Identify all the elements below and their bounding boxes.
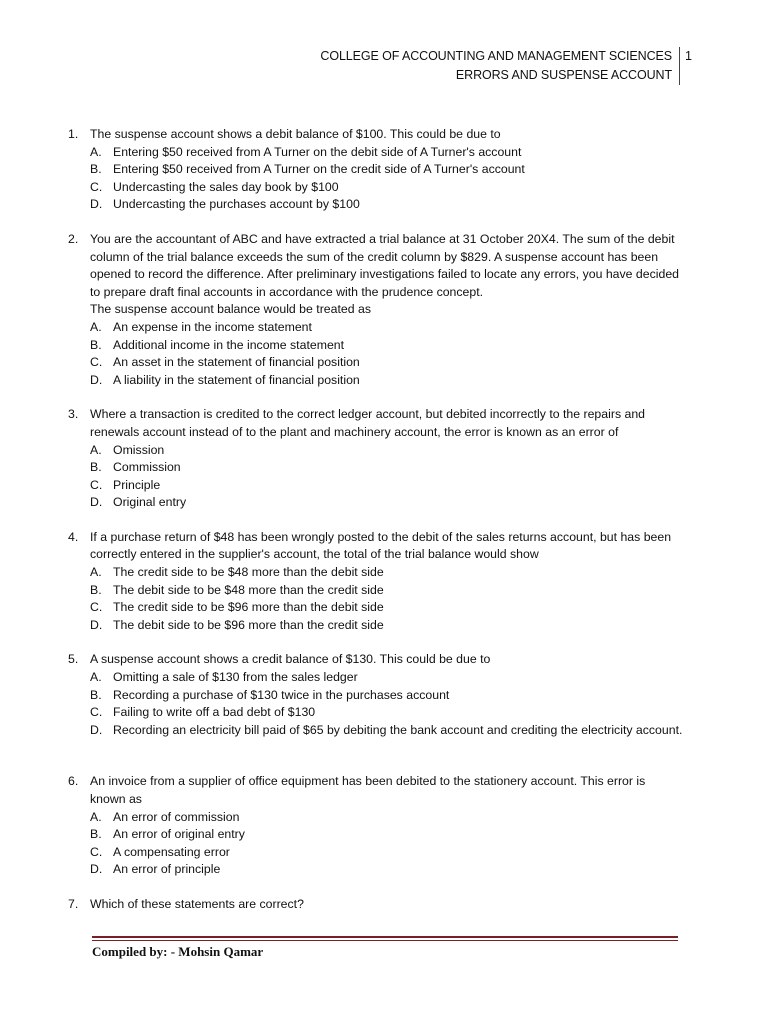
- option-text: Undercasting the sales day book by $100: [113, 179, 339, 194]
- option-a: [68, 144, 684, 162]
- option-c: [68, 599, 684, 617]
- option-letter: B.: [90, 827, 102, 842]
- question-7: [68, 896, 684, 914]
- option-text: Principle: [113, 477, 161, 492]
- option-letter: C.: [90, 179, 103, 194]
- option-letter: A.: [90, 565, 102, 580]
- question-text: An invoice from a supplier of office equipment has been debited to the stationery account. This error is known as: [90, 774, 646, 806]
- option-text: Entering $50 received from A Turner on the debit side of A Turner's account: [113, 144, 522, 159]
- option-b: [68, 687, 684, 705]
- option-text: An error of commission: [113, 809, 240, 824]
- question-number: 6.: [68, 774, 79, 789]
- option-b: [68, 582, 684, 600]
- option-letter: B.: [90, 582, 102, 597]
- option-letter: A.: [90, 809, 102, 824]
- option-c: [68, 477, 684, 495]
- option-letter: D.: [90, 372, 103, 387]
- question-text: The suspense account shows a debit balance of $100. This could be due to: [90, 127, 501, 141]
- question-2: [68, 231, 684, 389]
- option-text: The debit side to be $48 more than the credit side: [113, 582, 384, 597]
- option-list: [68, 144, 684, 214]
- question-number: 2.: [68, 231, 79, 246]
- option-text: The credit side to be $96 more than the debit side: [113, 600, 384, 615]
- question-4: [68, 529, 684, 635]
- header-divider: [679, 47, 680, 85]
- option-text: An error of principle: [113, 862, 221, 877]
- option-c: [68, 844, 684, 862]
- option-letter: D.: [90, 722, 103, 737]
- question-number: 1.: [68, 127, 79, 141]
- option-letter: C.: [90, 477, 103, 492]
- question-text: You are the accountant of ABC and have extracted a trial balance at 31 October 20X4. The sum of the debit column of the trial balance exceeds the sum of the credit column by $829. A suspense account has been opened to record the difference. After preliminary investigations failed to locate any errors, you have decided to prepare draft final accounts in accordance with the prudence concept.: [90, 231, 680, 299]
- option-letter: C.: [90, 705, 103, 720]
- question-6: [68, 773, 684, 879]
- option-text: Additional income in the income statement: [113, 337, 345, 352]
- option-d: [68, 617, 684, 635]
- option-d: [68, 196, 684, 214]
- option-letter: A.: [90, 144, 102, 159]
- option-d: [68, 722, 684, 740]
- question-number: 4.: [68, 529, 79, 544]
- header-college-name: COLLEGE OF ACCOUNTING AND MANAGEMENT SCIENCES: [320, 49, 672, 63]
- option-text: An asset in the statement of financial position: [113, 355, 360, 370]
- option-text: Undercasting the purchases account by $100: [113, 197, 360, 212]
- option-list: [68, 809, 684, 879]
- option-letter: B.: [90, 687, 102, 702]
- question-list: [68, 126, 684, 931]
- option-letter: B.: [90, 162, 102, 177]
- option-list: [68, 319, 684, 389]
- option-text: Recording a purchase of $130 twice in the purchases account: [113, 687, 450, 702]
- option-letter: A.: [90, 670, 102, 685]
- question-5: [68, 651, 684, 739]
- option-letter: A.: [90, 442, 102, 457]
- option-text: Entering $50 received from A Turner on the credit side of A Turner's account: [113, 162, 525, 177]
- option-list: [68, 442, 684, 512]
- option-letter: B.: [90, 337, 102, 352]
- option-b: [68, 161, 684, 179]
- option-letter: A.: [90, 319, 102, 334]
- option-letter: D.: [90, 617, 103, 632]
- option-letter: C.: [90, 844, 103, 859]
- option-text: The debit side to be $96 more than the credit side: [113, 617, 384, 632]
- question-3: [68, 406, 684, 512]
- option-c: [68, 704, 684, 722]
- option-a: [68, 564, 684, 582]
- option-text: Commission: [113, 460, 181, 475]
- page-number: 1: [685, 49, 692, 63]
- header-document-title: ERRORS AND SUSPENSE ACCOUNT: [455, 68, 672, 82]
- option-a: [68, 319, 684, 337]
- option-list: [68, 669, 684, 739]
- option-list: [68, 564, 684, 634]
- option-text: Recording an electricity bill paid of $65 by debiting the bank account and crediting the electricity account.: [113, 722, 683, 737]
- option-text: A compensating error: [113, 844, 230, 859]
- option-b: [68, 826, 684, 844]
- compiled-by: Compiled by: - Mohsin Qamar: [92, 944, 264, 959]
- option-text: A liability in the statement of financial position: [113, 372, 360, 387]
- page-header: [0, 47, 768, 87]
- question-number: 7.: [68, 896, 79, 911]
- option-letter: D.: [90, 862, 103, 877]
- option-b: [68, 459, 684, 477]
- question-text: Which of these statements are correct?: [90, 896, 304, 911]
- option-letter: C.: [90, 600, 103, 615]
- option-a: [68, 669, 684, 687]
- question-prompt: The suspense account balance would be treated as: [90, 302, 371, 317]
- question-number: 5.: [68, 652, 79, 667]
- option-text: An error of original entry: [113, 827, 245, 842]
- header-title-block: [320, 47, 672, 85]
- option-text: Omission: [113, 442, 165, 457]
- question-text: If a purchase return of $48 has been wrongly posted to the debit of the sales returns account, but has been correctly entered in the supplier's account, the total of the trial balance would show: [90, 529, 672, 562]
- option-a: [68, 442, 684, 460]
- option-letter: C.: [90, 355, 103, 370]
- option-d: [68, 372, 684, 390]
- option-a: [68, 809, 684, 827]
- option-letter: B.: [90, 460, 102, 475]
- question-1: [68, 126, 684, 214]
- option-c: [68, 354, 684, 372]
- question-text: A suspense account shows a credit balance of $130. This could be due to: [90, 652, 491, 667]
- option-text: Failing to write off a bad debt of $130: [113, 705, 316, 720]
- question-text-block: [90, 231, 684, 319]
- option-text: Omitting a sale of $130 from the sales ledger: [113, 670, 358, 685]
- option-d: [68, 861, 684, 879]
- option-d: [68, 494, 684, 512]
- option-c: [68, 179, 684, 197]
- option-b: [68, 337, 684, 355]
- footer-divider: [92, 936, 678, 941]
- option-text: The credit side to be $48 more than the debit side: [113, 565, 384, 580]
- option-letter: D.: [90, 197, 103, 212]
- option-text: Original entry: [113, 495, 187, 510]
- option-letter: D.: [90, 495, 103, 510]
- question-text: Where a transaction is credited to the correct ledger account, but debited incorrectly to the repairs and renewals account instead of to the plant and machinery account, the error is known as an error of: [90, 407, 646, 439]
- question-number: 3.: [68, 407, 79, 422]
- option-text: An expense in the income statement: [113, 319, 312, 334]
